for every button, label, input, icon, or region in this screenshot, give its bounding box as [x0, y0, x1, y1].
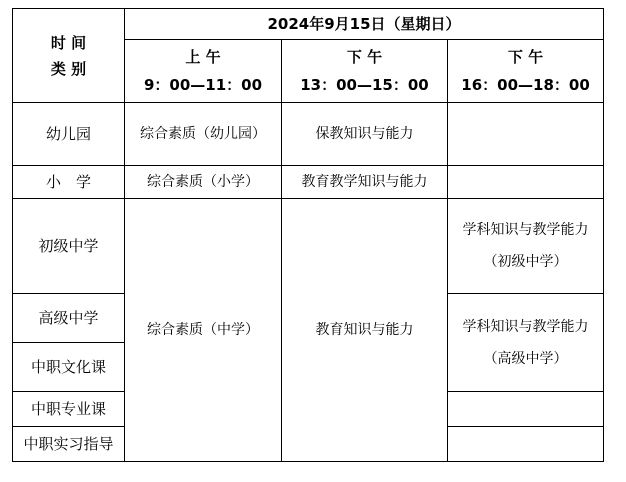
session-1-period: 上 午	[185, 48, 221, 66]
kindergarten-session-1: 综合素质（幼儿园）	[125, 103, 282, 166]
primary-session-3	[448, 166, 604, 199]
exam-date: 2024年9月15日（星期日）	[125, 9, 604, 40]
junior-session-3: 学科知识与教学能力（初级中学）	[448, 199, 604, 294]
table-row-primary	[13, 166, 604, 199]
category-senior: 高级中学	[13, 294, 125, 343]
primary-session-2: 教育教学知识与能力	[282, 166, 448, 199]
senior-session-3: 学科知识与教学能力（高级中学）	[448, 294, 604, 392]
corner-time-label: 时 间	[50, 33, 87, 52]
vocational-internship-session-3	[448, 427, 604, 462]
corner-header	[13, 9, 125, 103]
session-2-period: 下 午	[346, 48, 383, 66]
session-1-time: 9：00—11：00	[143, 76, 263, 94]
exam-schedule-table	[12, 8, 604, 462]
category-vocational-internship: 中职实习指导	[13, 427, 125, 462]
table-row-junior	[13, 199, 604, 294]
category-vocational-major: 中职专业课	[13, 392, 125, 427]
session-3-time: 16：00—18：00	[461, 76, 590, 94]
table-row-kindergarten	[13, 103, 604, 166]
session-2-time: 13：00—15：00	[300, 76, 429, 94]
middle-session-2: 教育知识与能力	[282, 199, 448, 462]
primary-session-1: 综合素质（小学）	[125, 166, 282, 199]
category-junior: 初级中学	[13, 199, 125, 294]
session-1-header	[125, 40, 282, 103]
kindergarten-session-3	[448, 103, 604, 166]
session-2-header	[282, 40, 448, 103]
corner-category-label: 类 别	[50, 59, 87, 78]
kindergarten-session-2: 保教知识与能力	[282, 103, 448, 166]
category-vocational-culture: 中职文化课	[13, 343, 125, 392]
middle-session-1: 综合素质（中学）	[125, 199, 282, 462]
vocational-major-session-3	[448, 392, 604, 427]
header-date-row	[13, 9, 604, 40]
session-3-header	[448, 40, 604, 103]
category-kindergarten: 幼儿园	[13, 103, 125, 166]
session-3-period: 下 午	[507, 48, 544, 66]
category-primary: 小 学	[13, 166, 125, 199]
